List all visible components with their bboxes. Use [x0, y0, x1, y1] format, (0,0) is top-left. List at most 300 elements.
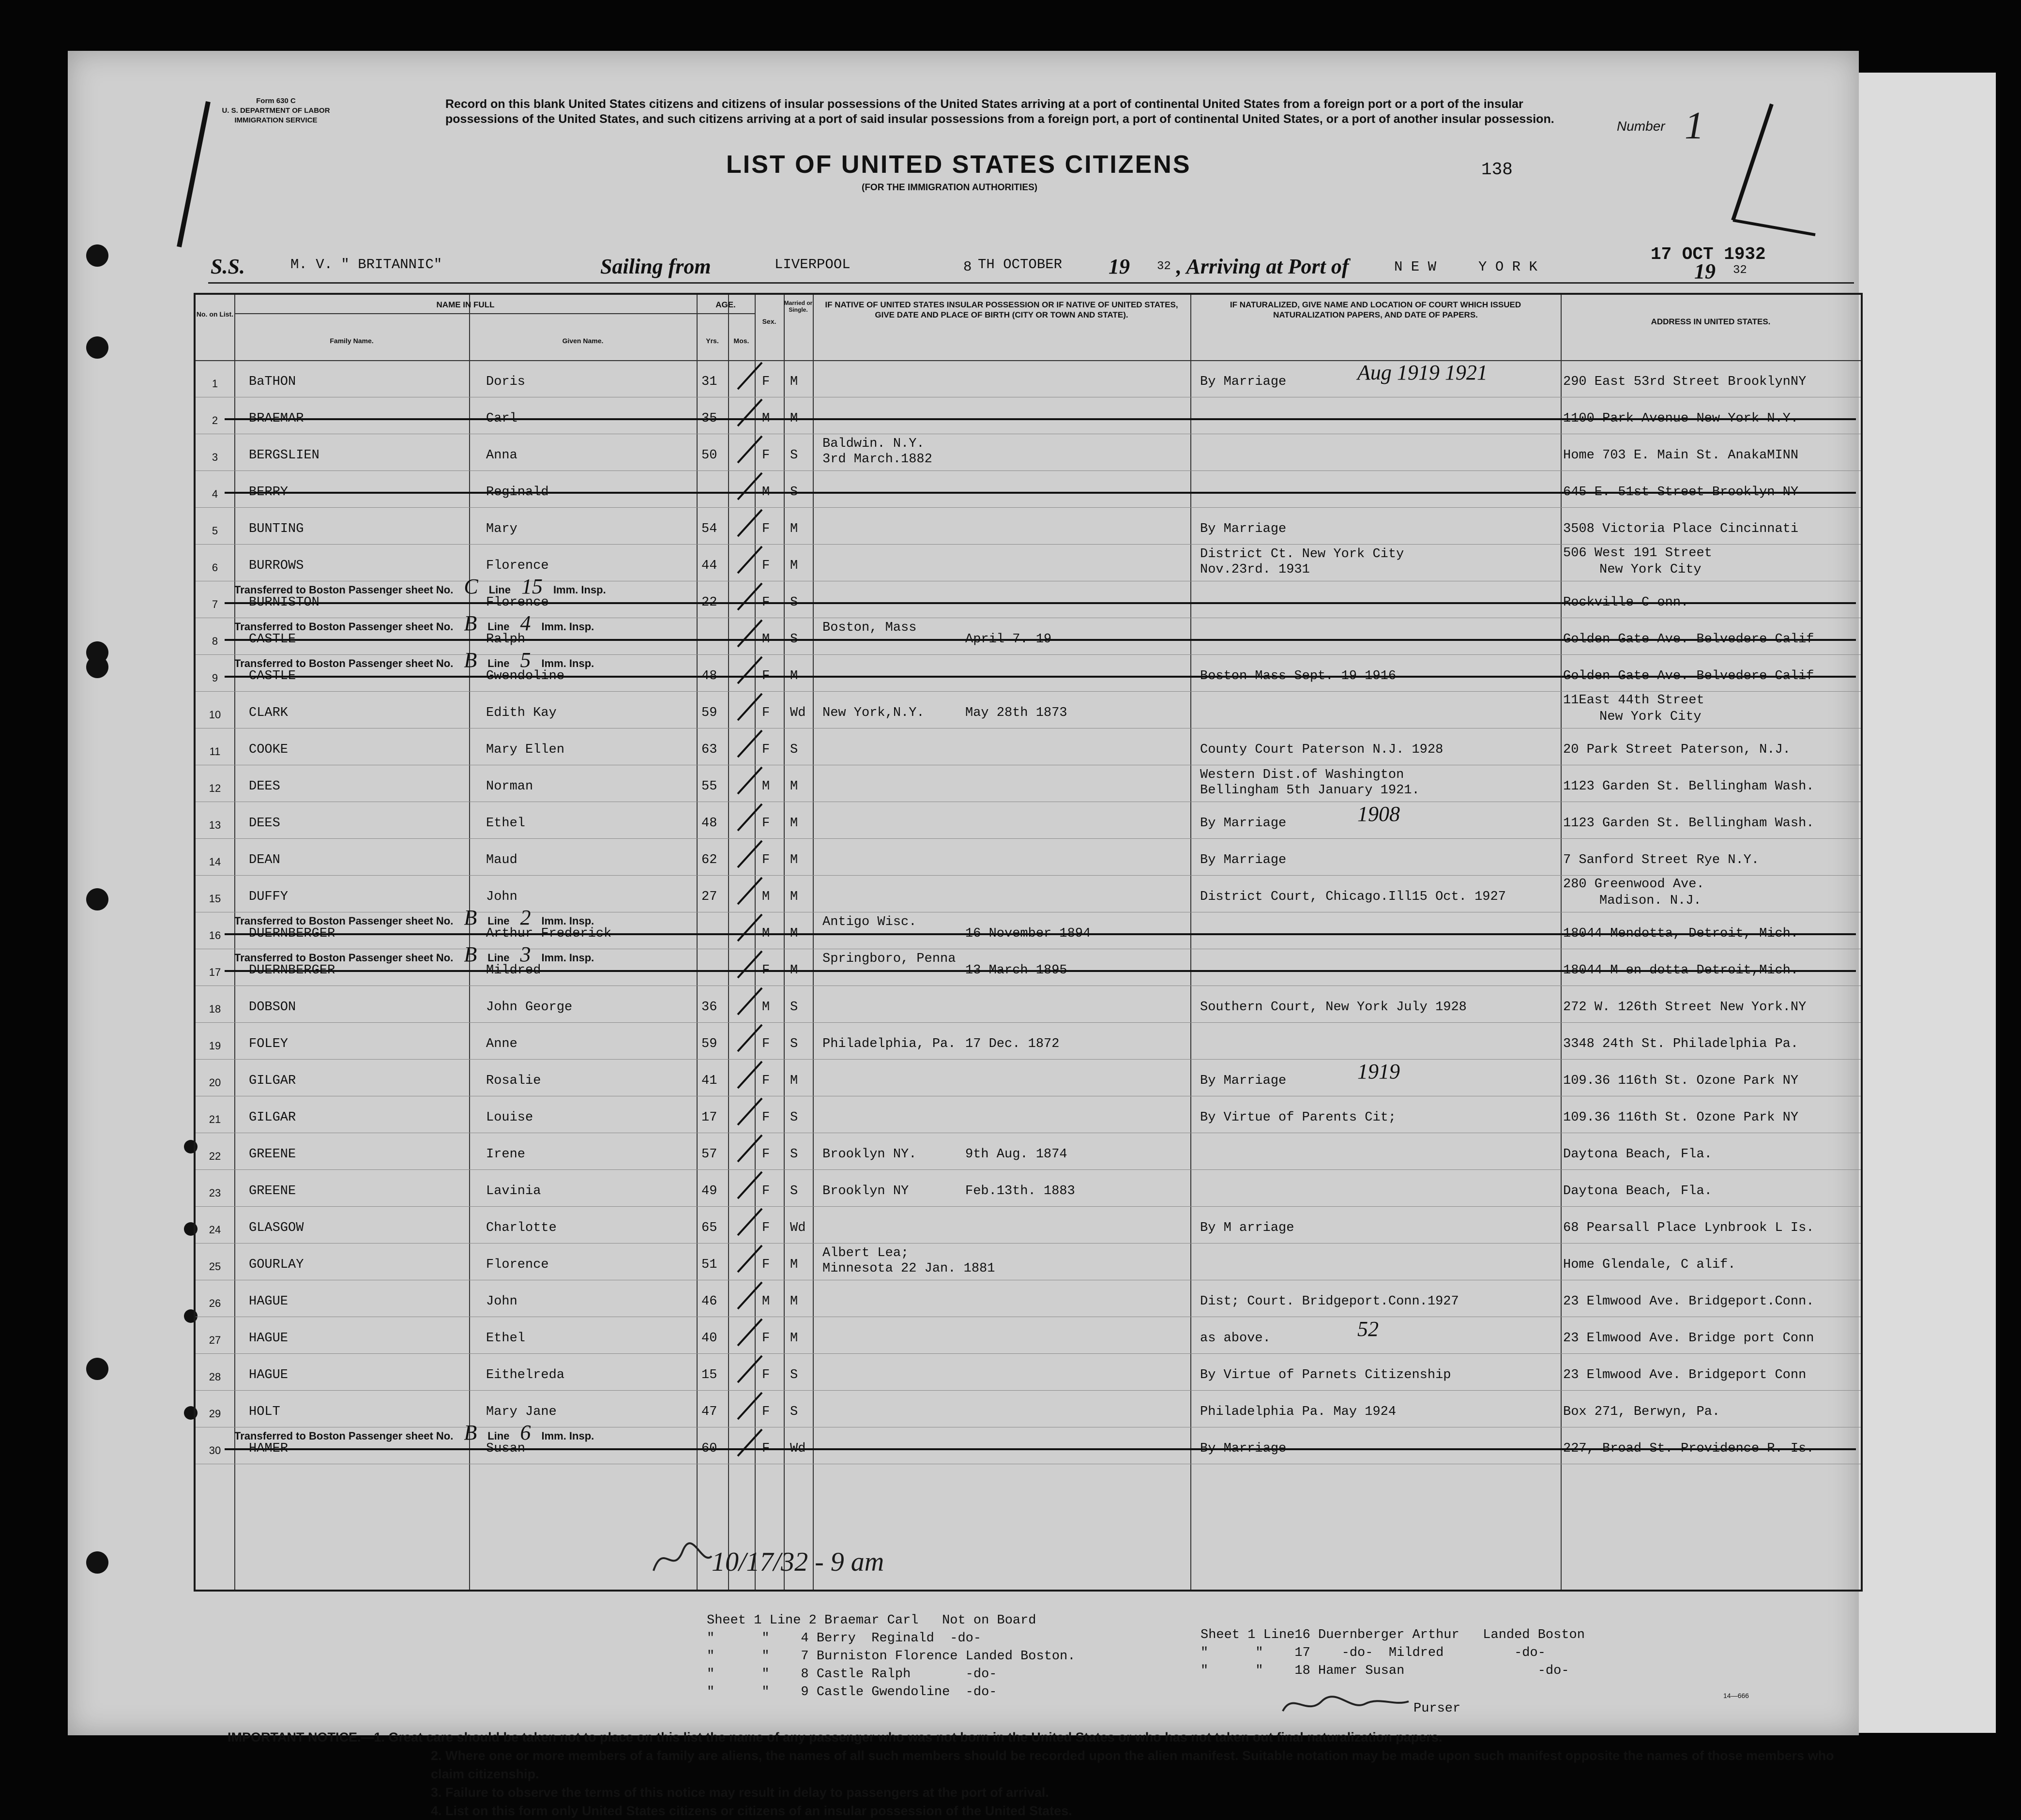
age-years: 57 — [701, 1147, 717, 1162]
form-code: 14—666 — [1723, 1692, 1749, 1699]
address: Golden Gate Ave. Belvedere Calif — [1563, 632, 1814, 647]
sex: F — [762, 1221, 770, 1235]
check-mark-icon — [733, 1022, 767, 1056]
marital-status: M — [790, 779, 798, 794]
table-row — [196, 1421, 1861, 1464]
transfer-line: 3 — [520, 942, 531, 966]
family-name: COOKE — [249, 743, 289, 757]
form-number: Form 630 C — [256, 97, 296, 105]
age-years: 62 — [701, 853, 717, 867]
address: Box 271, Berwyn, Pa. — [1563, 1405, 1720, 1419]
punch-hole — [86, 1358, 108, 1380]
given-name: Lavinia — [486, 1184, 541, 1198]
family-name: GILGAR — [249, 1110, 296, 1125]
age-years: 46 — [701, 1294, 717, 1309]
marital-status: S — [790, 743, 798, 757]
address: 18044 Mendotta, Detroit, Mich. — [1563, 926, 1799, 941]
naturalization-court: Western Dist.of Washington — [1200, 768, 1404, 782]
marital-status: S — [790, 1405, 798, 1419]
family-name: HAMER — [249, 1441, 289, 1456]
header-divider — [234, 313, 755, 314]
row-number: 22 — [209, 1150, 221, 1162]
col-family-name: Family Name. — [330, 337, 374, 345]
check-mark-icon — [733, 470, 767, 504]
page-subtitle: (FOR THE IMMIGRATION AUTHORITIES) — [862, 182, 1038, 193]
table-row — [196, 1096, 1861, 1133]
sex: F — [762, 1441, 770, 1456]
important-notice — [228, 1728, 1839, 1820]
given-name: Charlotte — [486, 1221, 557, 1235]
address: 290 East 53rd Street BrooklynNY — [1563, 375, 1807, 389]
address: 1123 Garden St. Bellingham Wash. — [1563, 816, 1814, 831]
address: 23 Elmwood Ave. Bridgeport Conn — [1563, 1368, 1807, 1382]
address: 227, Broad St. Providence R. Is. — [1563, 1441, 1814, 1456]
marital-status: M — [790, 411, 798, 426]
family-name: FOLEY — [249, 1037, 289, 1051]
age-years: 59 — [701, 1037, 717, 1051]
sex: F — [762, 1184, 770, 1198]
transfer-sheet: B — [464, 611, 477, 635]
check-mark-icon — [733, 507, 767, 541]
marital-status: S — [790, 1037, 798, 1051]
sex: F — [762, 559, 770, 573]
given-name: Edith Kay — [486, 706, 557, 720]
col-naturalized: IF NATURALIZED, GIVE NAME AND LOCATION OF COURT WHICH ISSUED NATURALIZATION PAPERS, AND DATE OF PAPERS. — [1230, 300, 1521, 319]
arriving-label: , Arriving at Port of — [1176, 255, 1349, 278]
sex: F — [762, 1074, 770, 1088]
ship-name: M. V. " BRITANNIC" — [290, 257, 442, 273]
given-name: Mary Ellen — [486, 743, 565, 757]
voyage-underline — [208, 282, 1854, 284]
arrival-stamp: 17 OCT 1932 — [1651, 244, 1766, 264]
citizens-table — [194, 293, 1863, 1592]
transfer-sheet: B — [464, 648, 477, 672]
arrival-year-suffix: 32 — [1733, 264, 1747, 277]
marital-status: M — [790, 1074, 798, 1088]
address-line-2: New York City — [1599, 710, 1702, 724]
row-number: 29 — [209, 1408, 221, 1420]
family-name: GILGAR — [249, 1074, 296, 1088]
address: 20 Park Street Paterson, N.J. — [1563, 743, 1791, 757]
given-name: John George — [486, 1000, 573, 1015]
naturalization-date: Bellingham 5th January 1921. — [1200, 783, 1420, 798]
naturalization-court: Philadelphia Pa. May 1924 — [1200, 1405, 1397, 1419]
strikethrough-line — [225, 639, 1856, 641]
check-mark-icon — [733, 949, 767, 983]
strikethrough-line — [225, 418, 1856, 420]
col-age: AGE. — [715, 300, 736, 309]
check-mark-icon — [733, 912, 767, 946]
naturalization-court: By Marriage — [1200, 522, 1287, 536]
check-mark-icon — [733, 765, 767, 799]
sex: F — [762, 1405, 770, 1419]
given-name: Anna — [486, 448, 517, 463]
sex: M — [762, 926, 770, 941]
given-name: Ethel — [486, 1331, 526, 1346]
family-name: GLASGOW — [249, 1221, 304, 1235]
naturalization-court: Boston Mass Sept. 19 1916 — [1200, 669, 1397, 683]
row-number: 19 — [209, 1040, 221, 1052]
transfer-text: Transferred to Boston Passenger sheet No. — [234, 584, 454, 596]
family-name: HOLT — [249, 1405, 280, 1419]
check-mark-icon — [733, 360, 767, 394]
col-no-on-list: No. on List. — [196, 310, 234, 318]
row-number: 3 — [212, 451, 218, 463]
check-mark-icon — [733, 1427, 767, 1461]
check-mark-icon — [733, 1243, 767, 1277]
given-name: Norman — [486, 779, 533, 794]
row-number: 16 — [209, 929, 221, 941]
address: 280 Greenwood Ave. — [1563, 877, 1704, 892]
family-name: DUERNBERGER — [249, 963, 335, 978]
given-name: Arthur Frederick — [486, 926, 612, 941]
naturalization-court: District Court, Chicago.Ill15 Oct. 1927 — [1200, 890, 1506, 904]
given-name: Louise — [486, 1110, 533, 1125]
check-mark-icon — [733, 728, 767, 762]
check-mark-icon — [733, 654, 767, 688]
transfer-inspector: Imm. Insp. — [541, 621, 594, 633]
check-mark-icon — [733, 802, 767, 835]
address-line-2: Madison. N.J. — [1599, 894, 1702, 908]
row-number: 13 — [209, 819, 221, 831]
transfer-sheet: B — [464, 1421, 477, 1444]
notice-item-4: 4. List on this form only United States citizens or citizens of an insular possession of the United States. — [431, 1804, 1072, 1818]
given-name: Mildred — [486, 963, 541, 978]
row-number: 1 — [212, 378, 218, 390]
transfer-inspector: Imm. Insp. — [553, 584, 606, 596]
marital-status: S — [790, 1110, 798, 1125]
given-name: Mary Jane — [486, 1405, 557, 1419]
age-years: 48 — [701, 816, 717, 831]
table-row — [196, 360, 1861, 397]
footer-notes-right: Sheet 1 Line16 Duernberger Arthur Landed Boston " " 17 -do- Mildred -do- " " 18 Hamer Susan -do- — [1200, 1628, 1585, 1678]
punch-hole — [86, 244, 108, 267]
stamp-number: 138 — [1481, 160, 1513, 180]
row-number: 12 — [209, 782, 221, 794]
purser-signature — [1278, 1692, 1413, 1721]
row-number: 4 — [212, 488, 218, 500]
marital-status: M — [790, 1294, 798, 1309]
transfer-line: 15 — [521, 575, 543, 598]
transfer-note — [234, 611, 605, 636]
check-mark-icon — [733, 1096, 767, 1130]
naturalization-court: By Marriage — [1200, 816, 1287, 831]
row-number: 27 — [209, 1334, 221, 1346]
table-row — [196, 1022, 1861, 1060]
notice-heading: IMPORTANT NOTICE. — [228, 1730, 361, 1744]
check-mark-icon — [733, 581, 767, 615]
col-birth: IF NATIVE OF UNITED STATES INSULAR POSSESSION OR IF NATIVE OF UNITED STATES, GIVE DATE AND PLACE OF BIRTH (CITY OR TOWN AND STATE). — [825, 300, 1178, 319]
table-row — [196, 1059, 1861, 1096]
row-number: 11 — [209, 745, 221, 758]
marital-status: Wd — [790, 1221, 806, 1235]
naturalization-court: County Court Paterson N.J. 1928 — [1200, 743, 1444, 757]
birth-place: Brooklyn NY. — [822, 1147, 917, 1162]
address: 23 Elmwood Ave. Bridgeport.Conn. — [1563, 1294, 1814, 1309]
table-row — [196, 942, 1861, 986]
address: 11East 44th Street — [1563, 693, 1704, 708]
birth-place: Brooklyn NY — [822, 1184, 909, 1198]
address: 3508 Victoria Place Cincinnati — [1563, 522, 1799, 536]
address: 3348 24th St. Philadelphia Pa. — [1563, 1037, 1799, 1051]
transfer-inspector: Imm. Insp. — [541, 657, 594, 669]
given-name: Florence — [486, 559, 549, 573]
row-number: 7 — [212, 598, 218, 610]
birth-date: 3rd March.1882 — [822, 452, 932, 467]
transfer-inspector: Imm. Insp. — [541, 915, 594, 927]
family-name: DEAN — [249, 853, 280, 867]
marital-status: S — [790, 448, 798, 463]
family-name: CLARK — [249, 706, 289, 720]
table-row — [196, 765, 1861, 802]
marital-status: M — [790, 1331, 798, 1346]
row-number: 24 — [209, 1224, 221, 1236]
check-mark-icon — [733, 618, 767, 652]
age-years: 31 — [701, 375, 717, 389]
strikethrough-line — [225, 492, 1856, 494]
table-row — [196, 802, 1861, 839]
marital-status: M — [790, 816, 798, 831]
sex: M — [762, 485, 770, 500]
family-name: DOBSON — [249, 1000, 296, 1015]
year-prefix: 19 — [1109, 255, 1130, 278]
family-name: BURROWS — [249, 559, 304, 573]
page-behind — [1849, 73, 1996, 1733]
age-years: 65 — [701, 1221, 717, 1235]
sex: M — [762, 1294, 770, 1309]
transfer-line-label: Line — [487, 915, 510, 927]
marital-status: S — [790, 1368, 798, 1382]
naturalization-court: District Ct. New York City — [1200, 547, 1404, 561]
naturalization-court: By Virtue of Parnets Citizenship — [1200, 1368, 1451, 1382]
given-name: Mary — [486, 522, 517, 536]
family-name: DEES — [249, 779, 280, 794]
table-row — [196, 986, 1861, 1023]
table-row — [196, 691, 1861, 728]
family-name: HAGUE — [249, 1331, 289, 1346]
birth-place: Baldwin. N.Y. — [822, 437, 925, 451]
sex: F — [762, 1110, 770, 1125]
transfer-note — [234, 905, 605, 930]
row-number: 6 — [212, 561, 218, 574]
port-to: N E W Y O R K — [1394, 259, 1537, 275]
notice-item-2: 2. Where one or more members of a family are aliens, the names of all such members should be recorded upon the alien manifest. Suitable notation may be made upon such manifest opposite the names of those members who claim citizenship. — [431, 1748, 1834, 1781]
check-mark-icon — [733, 1390, 767, 1424]
table-row — [196, 648, 1861, 692]
sex: M — [762, 779, 770, 794]
birth-place: New York,N.Y. — [822, 706, 925, 720]
check-mark-icon — [733, 1206, 767, 1240]
given-name: Ralph — [486, 632, 526, 647]
arrival-year-prefix: 19 — [1694, 259, 1716, 283]
row-number: 14 — [209, 856, 221, 868]
marital-status: S — [790, 595, 798, 610]
family-name: GREENE — [249, 1147, 296, 1162]
transfer-line: 6 — [520, 1421, 531, 1444]
handwritten-note: 1919 — [1357, 1060, 1400, 1083]
row-number: 2 — [212, 414, 218, 426]
age-years: 49 — [701, 1184, 717, 1198]
service-name: IMMIGRATION SERVICE — [234, 116, 318, 124]
sex: F — [762, 853, 770, 867]
family-name: CASTLE — [249, 669, 296, 683]
birth-place: Philadelphia, Pa. — [822, 1037, 956, 1051]
row-number: 9 — [212, 672, 218, 684]
age-years: 50 — [701, 448, 717, 463]
naturalization-court: By Marriage — [1200, 853, 1287, 867]
table-row — [196, 1206, 1861, 1244]
col-sex: Sex. — [762, 318, 776, 325]
row-number: 18 — [209, 1003, 221, 1015]
transfer-sheet: B — [464, 906, 477, 929]
table-row — [196, 838, 1861, 876]
birth-date: Minnesota 22 Jan. 1881 — [822, 1261, 995, 1276]
naturalization-court: By Virtue of Parents Cit; — [1200, 1110, 1397, 1125]
age-years: 51 — [701, 1258, 717, 1272]
table-row — [196, 1317, 1861, 1354]
family-name: DUFFY — [249, 890, 289, 904]
check-mark-icon — [733, 1133, 767, 1167]
age-years: 36 — [701, 1000, 717, 1015]
given-name: Florence — [486, 595, 549, 610]
transfer-sheet: C — [464, 575, 478, 598]
port-from: LIVERPOOL — [775, 257, 851, 273]
transfer-line-label: Line — [488, 584, 511, 596]
marital-status: M — [790, 375, 798, 389]
address: Daytona Beach, Fla. — [1563, 1147, 1712, 1162]
sex: F — [762, 448, 770, 463]
sex: M — [762, 411, 770, 426]
table-row — [196, 1353, 1861, 1391]
naturalization-date: Nov.23rd. 1931 — [1200, 562, 1310, 577]
marital-status: M — [790, 522, 798, 536]
handwritten-note: Aug 1919 1921 — [1357, 361, 1488, 384]
family-name: BUNTING — [249, 522, 304, 536]
transfer-line-label: Line — [487, 952, 510, 964]
family-name: HAGUE — [249, 1368, 289, 1382]
sex: F — [762, 706, 770, 720]
address: Golden Gate Ave. Belvedere Calif — [1563, 669, 1814, 683]
birth-date: May 28th 1873 — [965, 706, 1067, 720]
ship-prefix: S.S. — [211, 255, 245, 278]
marital-status: S — [790, 632, 798, 647]
marital-status: M — [790, 926, 798, 941]
transfer-note — [234, 574, 617, 599]
table-row — [196, 1280, 1861, 1317]
row-number: 25 — [209, 1260, 221, 1273]
age-years: 60 — [701, 1441, 717, 1456]
birth-place: Springboro, Penna — [822, 952, 956, 966]
address-line-2: New York City — [1599, 562, 1702, 577]
given-name: Gwendoline — [486, 669, 565, 683]
family-name: BaTHON — [249, 375, 296, 389]
age-years: 63 — [701, 743, 717, 757]
age-years: 15 — [701, 1368, 717, 1382]
given-name: Anne — [486, 1037, 517, 1051]
row-number: 5 — [212, 525, 218, 537]
handwritten-note: 1908 — [1357, 802, 1400, 826]
handwritten-number-stroke — [1704, 99, 1830, 254]
table-row — [196, 1243, 1861, 1280]
age-years: 48 — [701, 669, 717, 683]
sailing-month: TH OCTOBER — [978, 257, 1063, 273]
sailing-day: 8 — [963, 259, 972, 275]
age-years: 47 — [701, 1405, 717, 1419]
col-yrs: Yrs. — [706, 337, 719, 345]
family-name: CASTLE — [249, 632, 296, 647]
sex: F — [762, 963, 770, 978]
birth-date: April 7. 19 — [965, 632, 1052, 647]
punch-hole — [86, 888, 108, 910]
age-years: 35 — [701, 411, 717, 426]
punch-hole — [86, 336, 108, 359]
sex: F — [762, 1147, 770, 1162]
transfer-text: Transferred to Boston Passenger sheet No. — [234, 657, 454, 669]
transfer-sheet: B — [464, 942, 477, 966]
year-suffix: 32 — [1157, 260, 1171, 273]
naturalization-court: By Marriage — [1200, 375, 1287, 389]
purser-label: Purser — [1413, 1701, 1461, 1716]
given-name: John — [486, 1294, 517, 1309]
check-mark-icon — [733, 1317, 767, 1350]
row-number: 20 — [209, 1077, 221, 1089]
row-number: 17 — [209, 966, 221, 978]
notice-item-3: 3. Failure to observe the terms of this notice may result in delay to passengers at the port of arrival. — [431, 1785, 1049, 1800]
marital-status: M — [790, 669, 798, 683]
birth-date: 17 Dec. 1872 — [965, 1037, 1060, 1051]
table-row — [196, 507, 1861, 545]
address: Rockville C onn. — [1563, 595, 1689, 610]
form-instructions: Record on this blank United States citizens and citizens of insular possessions of the United States arriving at a port of continental United States from a foreign port or a port of the insular possessions of the United States, and such citizens arriving at a port of said insular possessions from a foreign port, a port of continental United States, or a port of another insular possession. — [445, 97, 1554, 126]
age-years: 22 — [701, 595, 717, 610]
check-mark-icon — [733, 1280, 767, 1314]
transfer-line: 5 — [520, 648, 531, 672]
age-years: 54 — [701, 522, 717, 536]
given-name: Doris — [486, 375, 526, 389]
transfer-line-label: Line — [487, 621, 510, 633]
sex: M — [762, 632, 770, 647]
marital-status: S — [790, 485, 798, 500]
col-married-single: Married or Single. — [784, 300, 813, 313]
birth-date: 9th Aug. 1874 — [965, 1147, 1067, 1162]
naturalization-court: By Marriage — [1200, 1074, 1287, 1088]
family-name: HAGUE — [249, 1294, 289, 1309]
table-row — [196, 1169, 1861, 1207]
punch-hole — [86, 656, 108, 678]
transfer-line-label: Line — [487, 657, 510, 669]
marital-status: M — [790, 963, 798, 978]
family-name: DUERNBERGER — [249, 926, 335, 941]
age-years: 40 — [701, 1331, 717, 1346]
row-number: 23 — [209, 1187, 221, 1199]
check-mark-icon — [733, 1059, 767, 1093]
transfer-text: Transferred to Boston Passenger sheet No. — [234, 621, 454, 633]
address: Home 703 E. Main St. AnakaMINN — [1563, 448, 1799, 463]
check-mark-icon — [733, 1169, 767, 1203]
row-number: 10 — [209, 709, 221, 721]
transfer-inspector: Imm. Insp. — [541, 952, 594, 964]
sex: F — [762, 375, 770, 389]
address: 272 W. 126th Street New York.NY — [1563, 1000, 1807, 1015]
marital-status: S — [790, 1184, 798, 1198]
number-value: 1 — [1685, 105, 1704, 147]
given-name: John — [486, 890, 517, 904]
birth-place: Albert Lea; — [822, 1246, 909, 1260]
birth-date: 13 March 1895 — [965, 963, 1067, 978]
naturalization-court: Southern Court, New York July 1928 — [1200, 1000, 1467, 1015]
check-mark-icon — [733, 986, 767, 1019]
page-title: LIST OF UNITED STATES CITIZENS — [726, 151, 1191, 179]
